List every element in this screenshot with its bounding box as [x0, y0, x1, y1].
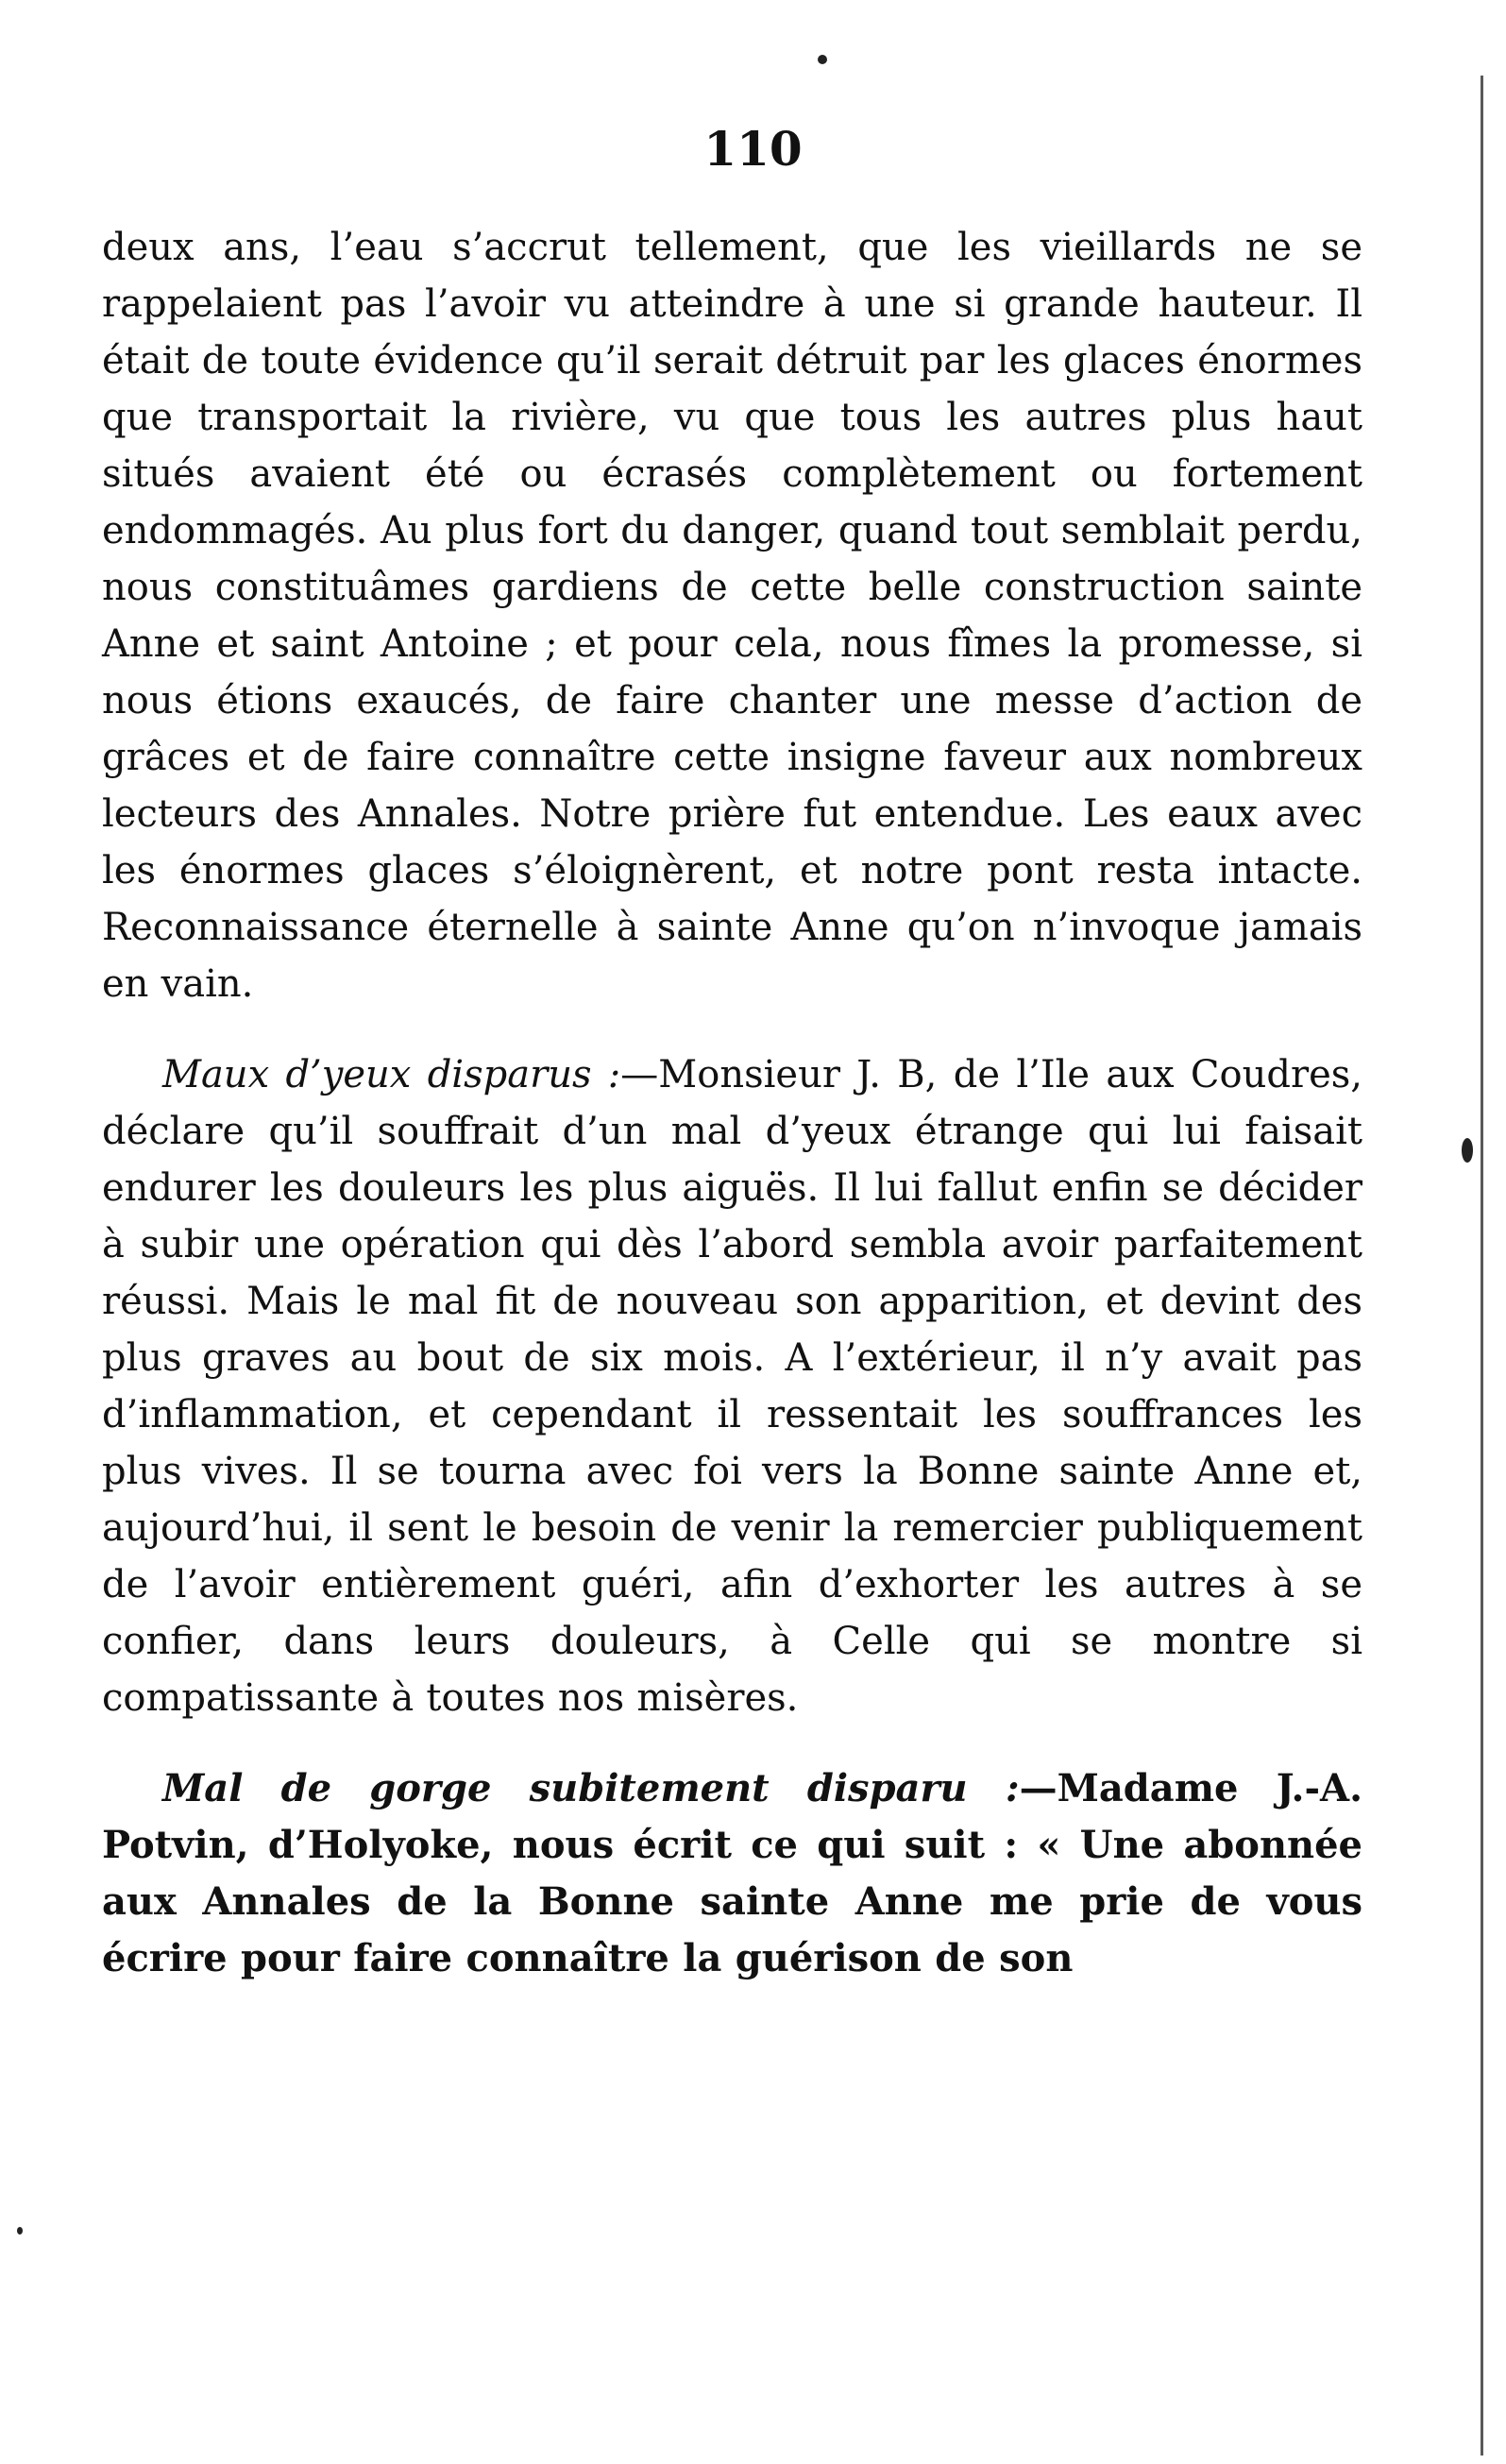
section-heading-eye-ailment: Maux d’yeux disparus : — [162, 1053, 621, 1096]
page-edge-shadow — [1481, 76, 1483, 2456]
paragraph-eye-ailment — [102, 1046, 1362, 1726]
page-number: 110 — [703, 121, 803, 177]
scan-speck — [818, 55, 827, 64]
body-text — [102, 219, 1362, 1987]
scan-speck — [17, 2227, 23, 2235]
section-heading-sore-throat: Mal de gorge subitement disparu : — [162, 1766, 1020, 1810]
paragraph-text: —Madame J.-A. Potvin, d’Holyoke, nous écrit ce qui suit : « Une abonnée aux Annales de la Bonne sainte Anne me prie de vous écrire pour faire connaître la guérison de son — [102, 1766, 1363, 1980]
scan-speck — [1462, 1138, 1473, 1163]
paragraph-sore-throat — [102, 1760, 1362, 1987]
paragraph-text: deux ans, l’eau s’accrut tellement, que les vieillards ne se rappelaient pas l’avoir vu atteindre à une si grande hauteur. Il était de toute évidence qu’il serait détruit par les glaces énormes que transportait la rivière, vu que tous les autres plus haut situés avaient été ou écrasés complètement ou fortement endommagés. Au plus fort du danger, quand tout semblait perdu, nous constituâmes gardiens de cette belle construction sainte Anne et saint Antoine ; et pour cela, nous fîmes la promesse, si nous étions exaucés, de faire chanter une messe d’action de grâces et de faire connaître cette insigne faveur aux nombreux lecteurs des Annales. Notre prière fut entendue. Les eaux avec les énormes glaces s’éloignèrent, et notre pont resta intacte. Reconnaissance éternelle à sainte Anne qu’on n’invoque jamais en vain. — [102, 226, 1362, 1006]
paragraph-bridge-continuation — [102, 219, 1362, 1012]
paragraph-text: —Monsieur J. B, de l’Ile aux Coudres, déclare qu’il souffrait d’un mal d’yeux étrange qui lui faisait endurer les douleurs les plus aiguës. Il lui fallut enfin se décider à subir une opération qui dès l’abord sembla avoir parfaitement réussi. Mais le mal fit de nouveau son apparition, et devint des plus graves au bout de six mois. A l’extérieur, il n’y avait pas d’inflammation, et cependant il ressentait les souffrances les plus vives. Il se tourna avec foi vers la Bonne sainte Anne et, aujourd’hui, il sent le besoin de venir la remercier publiquement de l’avoir entièrement guéri, afin d’exhorter les autres à se confier, dans leurs douleurs, à Celle qui se montre si compatissante à toutes nos misères. — [102, 1053, 1363, 1720]
